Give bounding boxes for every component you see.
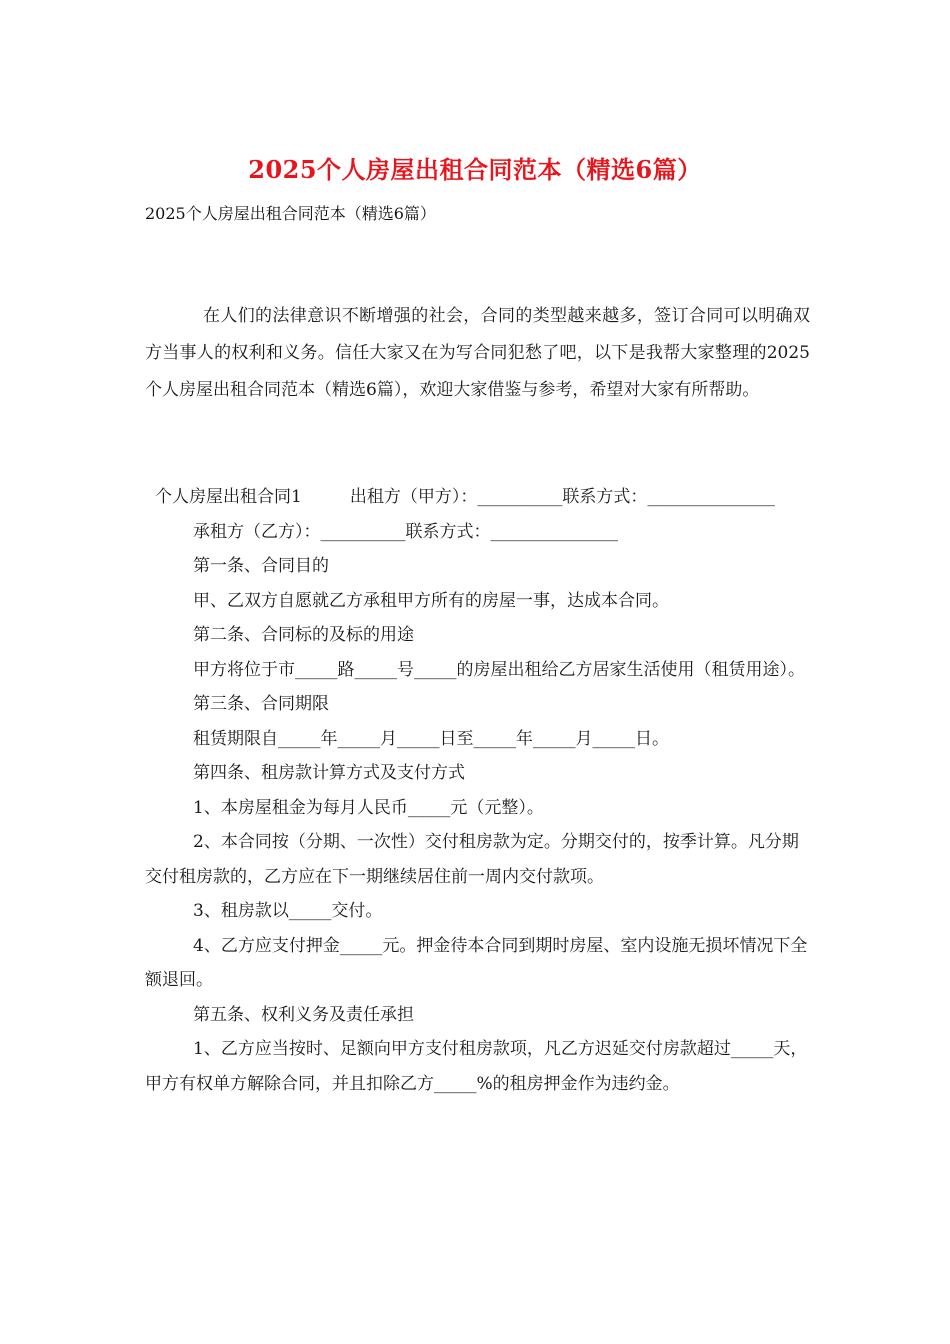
document-subtitle: 2025个人房屋出租合同范本（精选6篇） [145,204,436,223]
contract-paragraph: 甲方将位于市_____路_____号_____的房屋出租给乙方居家生活使用（租赁用途）。 [193,659,805,680]
contract-body [145,480,810,1101]
contract-paragraph: 第三条、合同期限 [193,694,329,714]
intro-paragraph: 在人们的法律意识不断增强的社会，合同的类型越来越多，签订合同可以明确双方当事人的权利和义务。信任大家又在为写合同犯愁了吧，以下是我帮大家整理的2025个人房屋出租合同范本（精选6篇），欢迎大家借鉴与参考，希望对大家有所帮助。 [145,306,810,400]
contract-paragraph: 第一条、合同目的 [193,556,329,576]
contract-heading-line [145,480,810,515]
contract-paragraph: 1、乙方应当按时、足额向甲方支付租房款项，凡乙方迟延交付房款超过_____天，甲方有权单方解除合同，并且扣除乙方_____%的租房押金作为违约金。 [145,1039,808,1094]
lessor-line: 出租方（甲方）：__________联系方式：_______________ [349,487,775,507]
contract-paragraph: 3、租房款以_____交付。 [193,901,383,921]
contract-paragraph: 甲、乙双方自愿就乙方承租甲方所有的房屋一事，达成本合同。 [193,590,669,611]
contract-paragraph: 第四条、租房款计算方式及支付方式 [193,763,465,783]
contract-paragraph: 租赁期限自_____年_____月_____日至_____年_____月_____日。 [193,728,669,749]
lessee-line: 承租方（乙方）：__________联系方式：_______________ [193,521,618,542]
contract-paragraph: 2、本合同按（分期、一次性）交付租房款为定。分期交付的，按季计算。凡分期交付租房款的，乙方应在下一期继续居住前一周内交付款项。 [145,832,799,887]
contract-paragraph: 第二条、合同标的及标的用途 [193,625,414,645]
contract-heading: 个人房屋出租合同1 [155,487,302,507]
document-title: 2025个人房屋出租合同范本（精选6篇） [248,155,702,184]
contract-paragraph: 第五条、权利义务及责任承担 [193,1004,414,1025]
contract-paragraph: 1、本房屋租金为每月人民币_____元（元整）。 [193,797,544,818]
contract-paragraph: 4、乙方应支付押金_____元。押金待本合同到期时房屋、室内设施无损坏情况下全额退回。 [145,935,808,990]
